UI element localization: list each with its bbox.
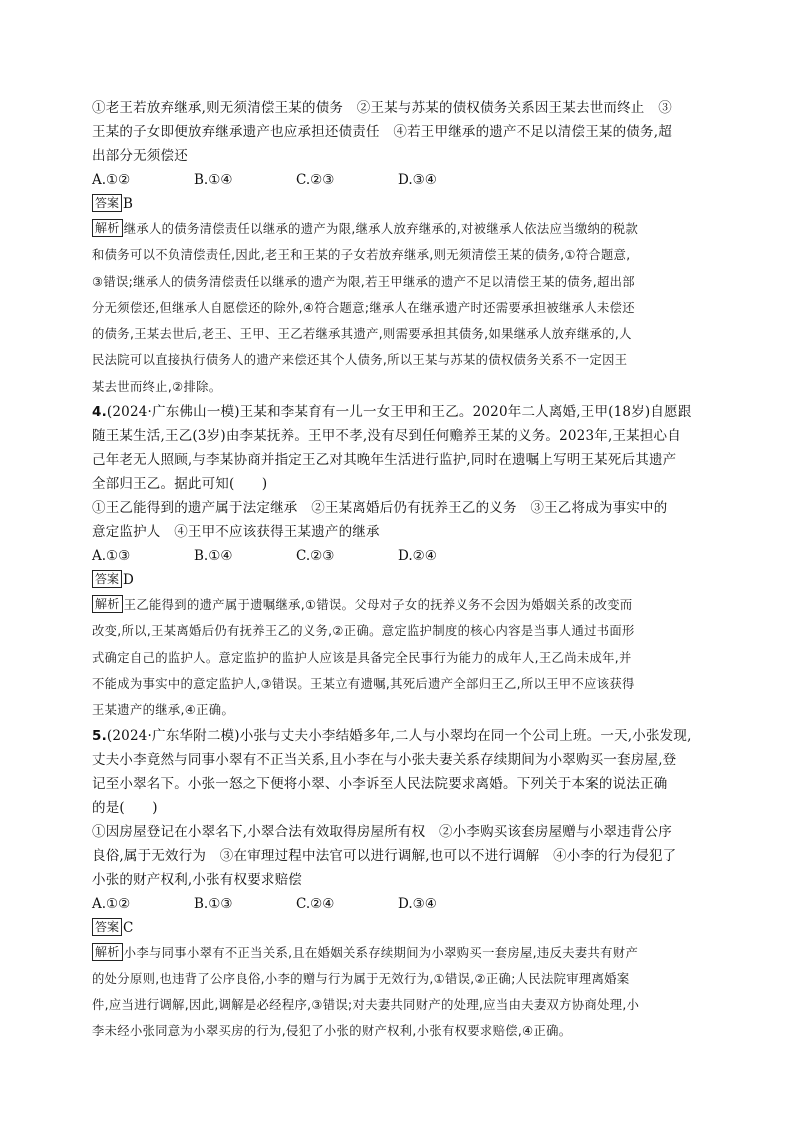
q4-stem-line: 己年老无人照顾,与李某协商并指定王乙对其晚年生活进行监护,同时在遗嘱上写明王某死后其遗产 bbox=[92, 452, 677, 469]
q4-options bbox=[92, 544, 704, 568]
q4-option-c: C.②③ bbox=[296, 548, 335, 565]
q4-explanation-line: 式确定自己的监护人。意定监护的监护人应该是具备完全民事行为能力的成年人,王乙尚未成年,并 bbox=[92, 650, 632, 665]
explanation-tag: 解析 bbox=[92, 219, 123, 237]
q5-explanation-line: 解析 小李与同事小翠有不正当关系,且在婚姻关系存续期间为小翠购买一套房屋,违反夫妻共有财产 bbox=[92, 940, 704, 966]
q3-options bbox=[92, 168, 704, 192]
q3-explanation-line: ③错误;继承人的债务清偿责任以继承的遗产为限,若王甲继承的遗产不足以清偿王某的债务,超出部 bbox=[92, 274, 635, 289]
q4-answer bbox=[92, 568, 704, 592]
document-content bbox=[92, 96, 704, 1045]
q4-statement-line: ①王乙能得到的遗产属于法定继承 ②王某离婚后仍有抚养王乙的义务 ③王乙将成为事实中的 bbox=[92, 500, 668, 517]
question-4-block bbox=[92, 400, 704, 723]
q4-explanation-line: 解析 王乙能得到的遗产属于遗嘱继承,①错误。父母对子女的抚养义务不会因为婚姻关系的改变而 bbox=[92, 592, 704, 618]
q5-option-a: A.①② bbox=[92, 895, 131, 912]
q4-option-d: D.②④ bbox=[398, 548, 437, 565]
question-3-block bbox=[92, 96, 704, 400]
q4-stem-line: 全部归王乙。据此可知( ) bbox=[92, 476, 268, 493]
q5-option-d: D.③④ bbox=[398, 895, 437, 912]
q3-explanation-line: 分无须偿还,但继承人自愿偿还的除外,④符合题意;继承人在继承遗产时还需要承担被继承人未偿还 bbox=[92, 300, 635, 315]
q3-option-a: A.①② bbox=[92, 172, 131, 188]
q5-statement-line: 小张的财产权利,小张有权要求赔偿 bbox=[92, 871, 302, 888]
q3-explanation-line: 解析 继承人的债务清偿责任以继承的遗产为限,继承人放弃继承的,对被继承人依法应当缴纳的税款 bbox=[92, 216, 704, 242]
q5-explanation-line: 的处分原则,也违背了公序良俗,小李的赠与行为属于无效行为,①错误,②正确;人民法院审理离婚案 bbox=[92, 971, 630, 986]
q3-statement-line: ①老王若放弃继承,则无须清偿王某的债务 ②王某与苏某的债权债务关系因王某去世而终止 ③ bbox=[92, 100, 672, 116]
explanation-tag: 解析 bbox=[92, 595, 123, 613]
q5-option-c: C.②④ bbox=[296, 895, 335, 912]
answer-tag: 答案 bbox=[92, 194, 122, 212]
q4-explanation bbox=[92, 592, 704, 723]
q3-statement-line: 王某的子女即便放弃继承遗产也应承担还债责任 ④若王甲继承的遗产不足以清偿王某的债务,超 bbox=[92, 124, 672, 140]
q5-stem-line: 5.(2024·广东华附二模)小张与丈夫小李结婚多年,二人与小翠均在同一个公司上班。一天,小张发现, bbox=[92, 727, 692, 744]
q3-answer bbox=[92, 192, 704, 216]
q4-explanation-line: 不能成为事实中的意定监护人,③错误。王某立有遗嘱,其死后遗产全部归王乙,所以王甲不应该获得 bbox=[92, 676, 635, 691]
q5-statement-line: 良俗,属于无效行为 ③在审理过程中法官可以进行调解,也可以不进行调解 ④小李的行为侵犯了 bbox=[92, 847, 677, 864]
answer-tag: 答案 bbox=[92, 918, 122, 936]
q4-number: 4. bbox=[92, 404, 107, 421]
q5-stem-line: 的是( ) bbox=[92, 799, 158, 816]
q3-option-c: C.②③ bbox=[296, 172, 335, 188]
answer-tag: 答案 bbox=[92, 570, 122, 588]
q5-option-b: B.①③ bbox=[194, 895, 233, 912]
q3-option-d: D.③④ bbox=[398, 172, 437, 188]
q5-statement-line: ①因房屋登记在小翠名下,小翠合法有效取得房屋所有权 ②小李购买该套房屋赠与小翠违背公序 bbox=[92, 823, 672, 840]
question-5-block bbox=[92, 724, 704, 1045]
q3-explanation-line: 的债务,王某去世后,老王、王甲、王乙若继承其遗产,则需要承担其债务,如果继承人放弃继承的,人 bbox=[92, 327, 632, 342]
q4-explanation-line: 王某遗产的继承,④正确。 bbox=[92, 703, 235, 718]
q5-stem-line: 丈夫小李竟然与同事小翠有不正当关系,且小李在与小张夫妻关系存续期间为小翠购买一套房屋,登 bbox=[92, 751, 677, 768]
q4-option-b: B.①④ bbox=[194, 548, 233, 565]
q5-answer-value: C bbox=[123, 919, 134, 936]
q3-explanation-line: 和债务可以不负清偿责任,因此,老王和王某的子女若放弃继承,则无须清偿王某的债务,①符合题意, bbox=[92, 248, 631, 263]
q3-explanation-line: 民法院可以直接执行债务人的遗产来偿还其个人债务,所以王某与苏某的债权债务关系不一定因王 bbox=[92, 353, 628, 368]
q4-stem-line: 4.(2024·广东佛山一模)王某和李某育有一儿一女王甲和王乙。2020年二人离婚,王甲(18岁)自愿跟 bbox=[92, 404, 692, 421]
q5-stem-line: 记至小翠名下。小张一怒之下便将小翠、小李诉至人民法院要求离婚。下列关于本案的说法正确 bbox=[92, 775, 668, 792]
q5-explanation bbox=[92, 940, 704, 1045]
q3-explanation-line: 某去世而终止,②排除。 bbox=[92, 379, 222, 394]
q4-answer-value: D bbox=[123, 572, 134, 589]
q3-statement-line: 出部分无须偿还 bbox=[92, 148, 188, 164]
q5-explanation-line: 件,应当进行调解,因此,调解是必经程序,③错误;对夫妻共同财产的处理,应当由夫妻双方协商处理,小 bbox=[92, 998, 640, 1013]
q4-explanation-line: 改变,所以,王某离婚后仍有抚养王乙的义务,②正确。意定监护制度的核心内容是当事人通过书面形 bbox=[92, 624, 635, 639]
q5-number: 5. bbox=[92, 727, 107, 744]
q5-answer bbox=[92, 916, 704, 940]
q4-option-a: A.①③ bbox=[92, 548, 131, 565]
q3-option-b: B.①④ bbox=[194, 172, 233, 188]
q4-statement-line: 意定监护人 ④王甲不应该获得王某遗产的继承 bbox=[92, 524, 380, 541]
q5-options bbox=[92, 892, 704, 916]
q3-explanation bbox=[92, 216, 704, 400]
q4-stem-line: 随王某生活,王乙(3岁)由李某抚养。王甲不孝,没有尽到任何赡养王某的义务。2023年,王某担心自 bbox=[92, 428, 681, 445]
q5-explanation-line: 李未经小张同意为小翠买房的行为,侵犯了小张的财产权利,小张有权要求赔偿,④正确。 bbox=[92, 1024, 572, 1039]
q3-answer-value: B bbox=[123, 196, 133, 212]
explanation-tag: 解析 bbox=[92, 943, 123, 961]
